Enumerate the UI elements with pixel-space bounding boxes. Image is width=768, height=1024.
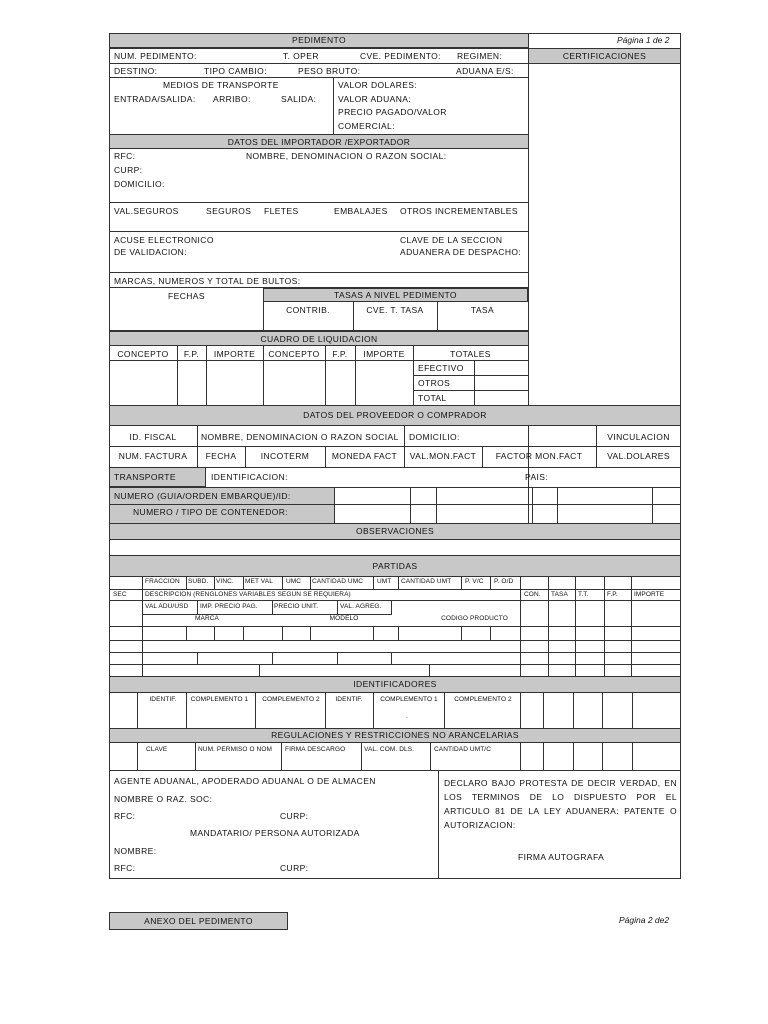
numero-guia-label: NUMERO (GUIA/ORDEN EMBARQUE)/ID: bbox=[114, 491, 291, 501]
incoterm-label: INCOTERM bbox=[260, 451, 310, 461]
vinculacion-label: VINCULACION bbox=[607, 432, 670, 442]
identif-dot: . bbox=[406, 713, 408, 720]
firma-descargo-label: FIRMA DESCARGO bbox=[285, 746, 346, 753]
footer-page-label: Página 2 de2 bbox=[619, 915, 670, 925]
peso-bruto-label: PESO BRUTO: bbox=[298, 66, 361, 76]
liq-totales: TOTALES bbox=[450, 349, 491, 359]
factor-mon-fact-label: FACTOR MON.FACT bbox=[495, 451, 583, 461]
destino-label: DESTINO: bbox=[114, 66, 158, 76]
page-label: Página 1 de 2 bbox=[617, 35, 670, 45]
pod-label: P. O/D bbox=[494, 578, 514, 585]
num-pedimento-label: NUM. PEDIMENTO: bbox=[114, 51, 197, 61]
declaro-text: DECLARO BAJO PROTESTA DE DECIR VERDAD, EN LOS TERMINOS DE LO DISPUESTO POR EL ARTICULO 81 DE LA LEY ADUANERA: PATENTE O AUTORIZACION: bbox=[444, 778, 677, 830]
fecha-label: FECHA bbox=[205, 451, 237, 461]
otros-label: OTROS bbox=[418, 378, 451, 388]
marca-label: MARCA bbox=[195, 615, 219, 622]
tipo-cambio-label: TIPO CAMBIO: bbox=[204, 66, 267, 76]
liquidacion-title: CUADRO DE LIQUIDACION bbox=[260, 334, 378, 344]
liq-fp-1: F.P. bbox=[183, 349, 200, 359]
con-label: CON. bbox=[524, 591, 541, 598]
liq-importe-2: IMPORTE bbox=[363, 349, 405, 359]
importe-label: IMPORTE bbox=[634, 591, 665, 598]
domicilio-proveedor-label: DOMICILIO: bbox=[409, 432, 460, 442]
liq-importe-1: IMPORTE bbox=[213, 349, 256, 359]
certificaciones-label: CERTIFICACIONES bbox=[562, 51, 647, 61]
cve-pedimento-label: CVE. PEDIMENTO: bbox=[360, 51, 441, 61]
complemento-1a-label: COMPLEMENTO 1 bbox=[190, 696, 249, 703]
mandatario-nombre-label: NOMBRE: bbox=[114, 846, 157, 856]
validacion-label: DE VALIDACION: bbox=[114, 247, 187, 257]
val-seguros-label: VAL.SEGUROS bbox=[114, 206, 179, 216]
id-fiscal-label: ID. FISCAL bbox=[129, 432, 177, 442]
agente-rfc-label: RFC: bbox=[114, 811, 136, 821]
sec-label: SEC bbox=[113, 591, 127, 598]
met-val-label: MET VAL bbox=[245, 578, 273, 585]
moneda-fact-label: MONEDA FACT bbox=[331, 451, 398, 461]
partidas-title: PARTIDAS bbox=[372, 561, 418, 571]
observaciones-title: OBSERVACIONES bbox=[355, 526, 435, 536]
contrib-label: CONTRIB. bbox=[286, 305, 330, 315]
modelo-label: MODELO bbox=[329, 615, 359, 622]
anexo-label: ANEXO DEL PEDIMENTO bbox=[144, 916, 253, 926]
fp-label: F.P. bbox=[607, 591, 618, 598]
tasa-col-label: TASA bbox=[551, 591, 568, 598]
total-label: TOTAL bbox=[418, 393, 447, 403]
importador-title: DATOS DEL IMPORTADOR /EXPORTADOR bbox=[227, 137, 411, 147]
pedimento-title: PEDIMENTO bbox=[292, 35, 346, 45]
cantidad-umc-label: CANTIDAD UMC bbox=[312, 578, 364, 585]
fechas-label: FECHAS bbox=[168, 291, 205, 301]
aduanera-despacho-label: ADUANERA DE DESPACHO: bbox=[400, 247, 522, 257]
marcas-label: MARCAS, NUMEROS Y TOTAL DE BULTOS: bbox=[114, 276, 301, 286]
precio-unit-label: PRECIO UNIT. bbox=[274, 603, 319, 610]
agente-title: AGENTE ADUANAL, APODERADO ADUANAL O DE ALMACEN bbox=[114, 776, 376, 786]
liq-concepto-1: CONCEPTO bbox=[117, 349, 169, 359]
regimen-label: REGIMEN: bbox=[457, 51, 503, 61]
clave-seccion-label: CLAVE DE LA SECCION bbox=[400, 235, 503, 245]
nombre-razon-label: NOMBRE, DENOMINACION O RAZON SOCIAL: bbox=[246, 151, 447, 161]
valor-aduana-label: VALOR ADUANA: bbox=[338, 94, 412, 104]
tasas-title: TASAS A NIVEL PEDIMENTO bbox=[334, 290, 457, 300]
arribo-label: ARRIBO: bbox=[213, 94, 251, 104]
otros-incrementables-label: OTROS INCREMENTABLES bbox=[400, 206, 518, 216]
val-adu-usd-label: VAL ADU/USD bbox=[145, 603, 189, 610]
fletes-label: FLETES bbox=[264, 206, 299, 216]
pais-label: PAIS: bbox=[525, 472, 549, 482]
vinc-label: VINC. bbox=[216, 578, 234, 585]
acuse-label: ACUSE ELECTRONICO bbox=[114, 235, 214, 245]
comercial-label: COMERCIAL: bbox=[338, 121, 395, 131]
valor-dolares-label: VALOR DOLARES: bbox=[338, 80, 418, 90]
nombre-raz-soc-label: NOMBRE O RAZ. SOC: bbox=[114, 794, 213, 804]
umc-label: UMC bbox=[286, 578, 302, 585]
firma-autografa-label: FIRMA AUTOGRAFA bbox=[518, 852, 605, 862]
transporte-label: TRANSPORTE bbox=[114, 472, 176, 482]
val-agreg-label: VAL. AGREG. bbox=[340, 603, 382, 610]
entrada-salida-label: ENTRADA/SALIDA: bbox=[114, 94, 196, 104]
identificacion-label: IDENTIFICACION: bbox=[211, 472, 288, 482]
tt-label: T.T. bbox=[578, 591, 589, 598]
efectivo-label: EFECTIVO bbox=[418, 363, 464, 373]
imp-precio-pag-label: IMP. PRECIO PAG. bbox=[200, 603, 258, 610]
cve-t-tasa-label: CVE. T. TASA bbox=[366, 305, 424, 315]
num-factura-label: NUM. FACTURA bbox=[118, 451, 188, 461]
subd-label: SUBD. bbox=[188, 578, 209, 585]
num-permiso-label: NUM. PERMISO O NOM bbox=[198, 746, 273, 753]
mandatario-label: MANDATARIO/ PERSONA AUTORIZADA bbox=[190, 828, 360, 838]
fraccion-label: FRACCION bbox=[145, 578, 180, 585]
mandatario-rfc-label: RFC: bbox=[114, 863, 136, 873]
rfc-label: RFC: bbox=[114, 151, 136, 161]
liq-concepto-2: CONCEPTO bbox=[268, 349, 320, 359]
descripcion-label: DESCRIPCION (RENGLONES VARIABLES SEGUN SE REQUIERA) bbox=[145, 591, 351, 598]
regulaciones-title: REGULACIONES Y RESTRICCIONES NO ARANCELARIAS bbox=[271, 730, 519, 740]
complemento-1b-label: COMPLEMENTO 1 bbox=[380, 696, 438, 703]
codigo-producto-label: CODIGO PRODUCTO bbox=[441, 615, 508, 622]
cantidad-umt-label: CANTIDAD UMT bbox=[401, 578, 452, 585]
clave-label: CLAVE bbox=[146, 746, 168, 753]
identif-2-label: IDENTIF. bbox=[335, 696, 363, 703]
liq-fp-2: F.P. bbox=[332, 349, 348, 359]
precio-pagado-label: PRECIO PAGADO/VALOR bbox=[338, 107, 447, 117]
complemento-2b-label: COMPLEMENTO 2 bbox=[454, 696, 512, 703]
numero-contenedor-label: NUMERO / TIPO DE CONTENEDOR: bbox=[133, 507, 289, 517]
val-mon-fact-label: VAL.MON.FACT bbox=[409, 451, 477, 461]
complemento-2a-label: COMPLEMENTO 2 bbox=[262, 696, 320, 703]
seguros-label: SEGUROS bbox=[206, 206, 252, 216]
embalajes-label: EMBALAJES bbox=[334, 206, 388, 216]
curp-label: CURP: bbox=[114, 165, 143, 175]
cantidad-umtc-label: CANTIDAD UMT/C bbox=[434, 746, 492, 753]
pvc-label: P. V/C bbox=[465, 578, 484, 585]
umt-label: UMT bbox=[377, 578, 392, 585]
val-com-dls-label: VAL. COM. DLS. bbox=[364, 746, 415, 753]
salida-label: SALIDA: bbox=[281, 94, 317, 104]
domicilio-label: DOMICILIO: bbox=[114, 179, 165, 189]
mandatario-curp-label: CURP: bbox=[280, 863, 309, 873]
proveedor-title: DATOS DEL PROVEEDOR O COMPRADOR bbox=[303, 410, 487, 420]
t-oper-label: T. OPER bbox=[283, 51, 319, 61]
identificadores-title: IDENTIFICADORES bbox=[353, 679, 437, 689]
tasa-label: TASA bbox=[470, 305, 495, 315]
aduana-es-label: ADUANA E/S: bbox=[456, 66, 514, 76]
identif-1-label: IDENTIF. bbox=[149, 696, 177, 703]
medios-transporte-title: MEDIOS DE TRANSPORTE bbox=[163, 80, 279, 90]
val-dolares-label: VAL.DOLARES bbox=[607, 451, 670, 461]
agente-curp-label: CURP: bbox=[280, 811, 309, 821]
nombre-proveedor-label: NOMBRE, DENOMINACION O RAZON SOCIAL bbox=[201, 432, 399, 442]
